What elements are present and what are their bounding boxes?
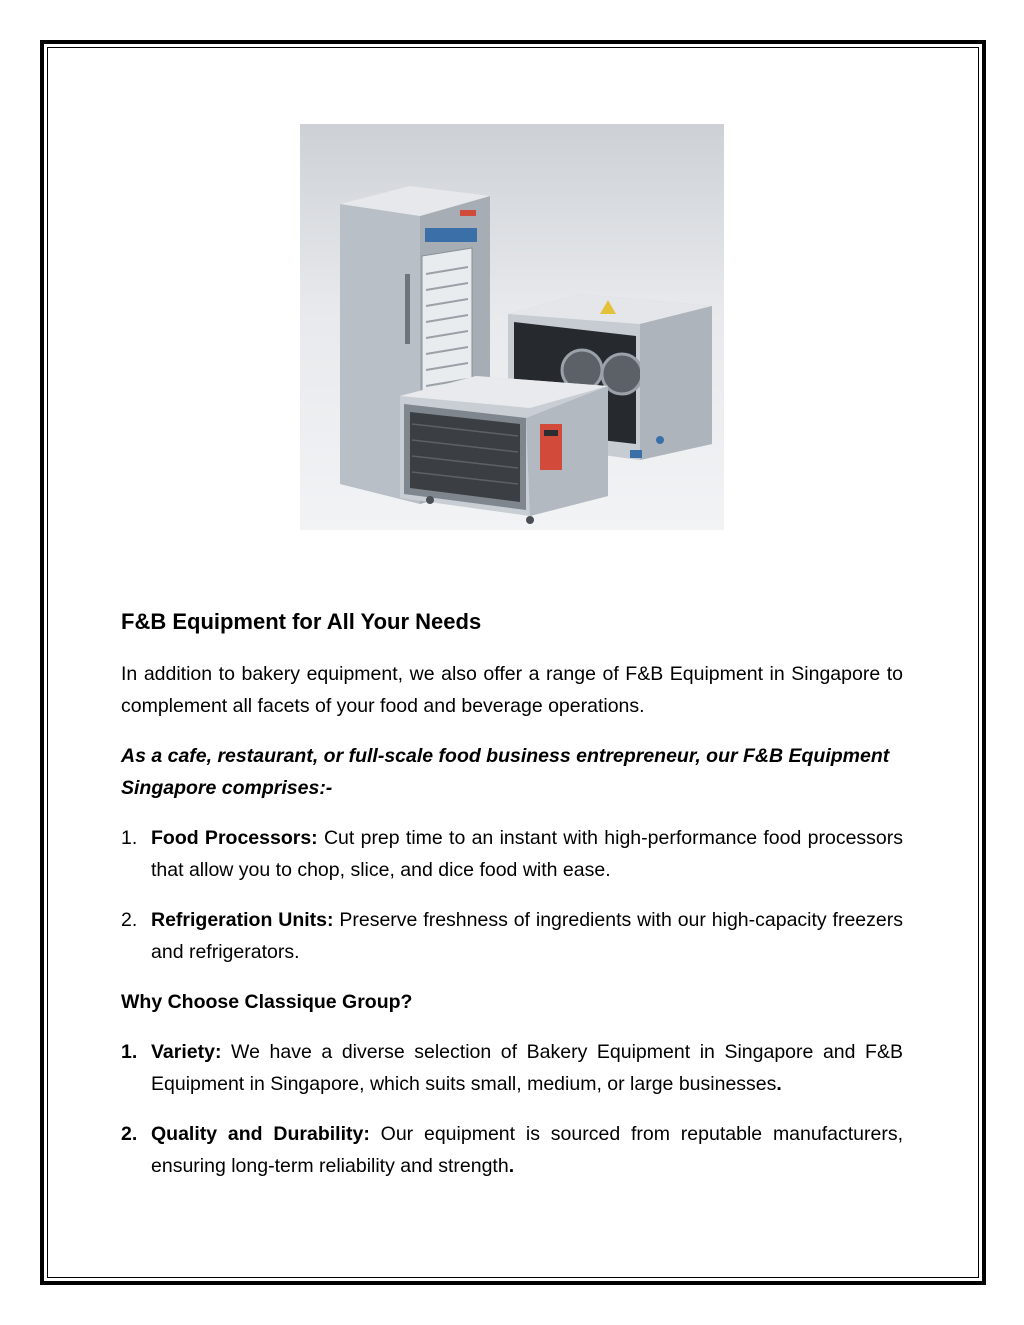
intro-paragraph: In addition to bakery equipment, we also offer a range of F&B Equipment in Singapore to complement all facets of your food and beverage operations.: [121, 663, 903, 717]
why-heading: Why Choose Classique Group?: [121, 991, 413, 1013]
equipment-list: [121, 822, 903, 968]
section-heading: F&B Equipment for All Your Needs: [121, 609, 482, 634]
why-list: [121, 1036, 903, 1182]
list-period: .: [776, 1073, 782, 1095]
list-period: .: [508, 1155, 515, 1177]
list-text: We have a diverse selection of Bakery Equipment in Singapore and F&B Equipment in Singapore, which suits small, medium, or large businesses: [151, 1041, 903, 1095]
list-term: Variety:: [151, 1041, 222, 1063]
equipment-photo: [300, 124, 724, 530]
equipment-illustration: [300, 124, 724, 530]
list-number: 1.: [121, 827, 138, 849]
list-text: Our equipment is sourced from reputable manufacturers, ensuring long-term reliability and strength: [151, 1123, 903, 1177]
list-number: 1.: [121, 1041, 138, 1063]
list-number: 2.: [121, 1123, 138, 1145]
list-item: [121, 1118, 903, 1182]
list-term: Food Processors:: [151, 827, 318, 849]
list-term: Refrigeration Units:: [151, 909, 334, 931]
list-item: [121, 904, 903, 968]
list-term: Quality and Durability:: [151, 1123, 370, 1145]
list-text: Preserve freshness of ingredients with our high-capacity freezers and refrigerators.: [151, 909, 903, 963]
list-item: [121, 1036, 903, 1100]
list-number: 2.: [121, 909, 138, 931]
list-item: [121, 822, 903, 886]
emphasis-paragraph: As a cafe, restaurant, or full-scale food business entrepreneur, our F&B Equipment Singapore comprises:-: [121, 745, 890, 799]
list-text: Cut prep time to an instant with high-performance food processors that allow you to chop, slice, and dice food with ease.: [151, 827, 904, 881]
article-body: [121, 604, 903, 1200]
